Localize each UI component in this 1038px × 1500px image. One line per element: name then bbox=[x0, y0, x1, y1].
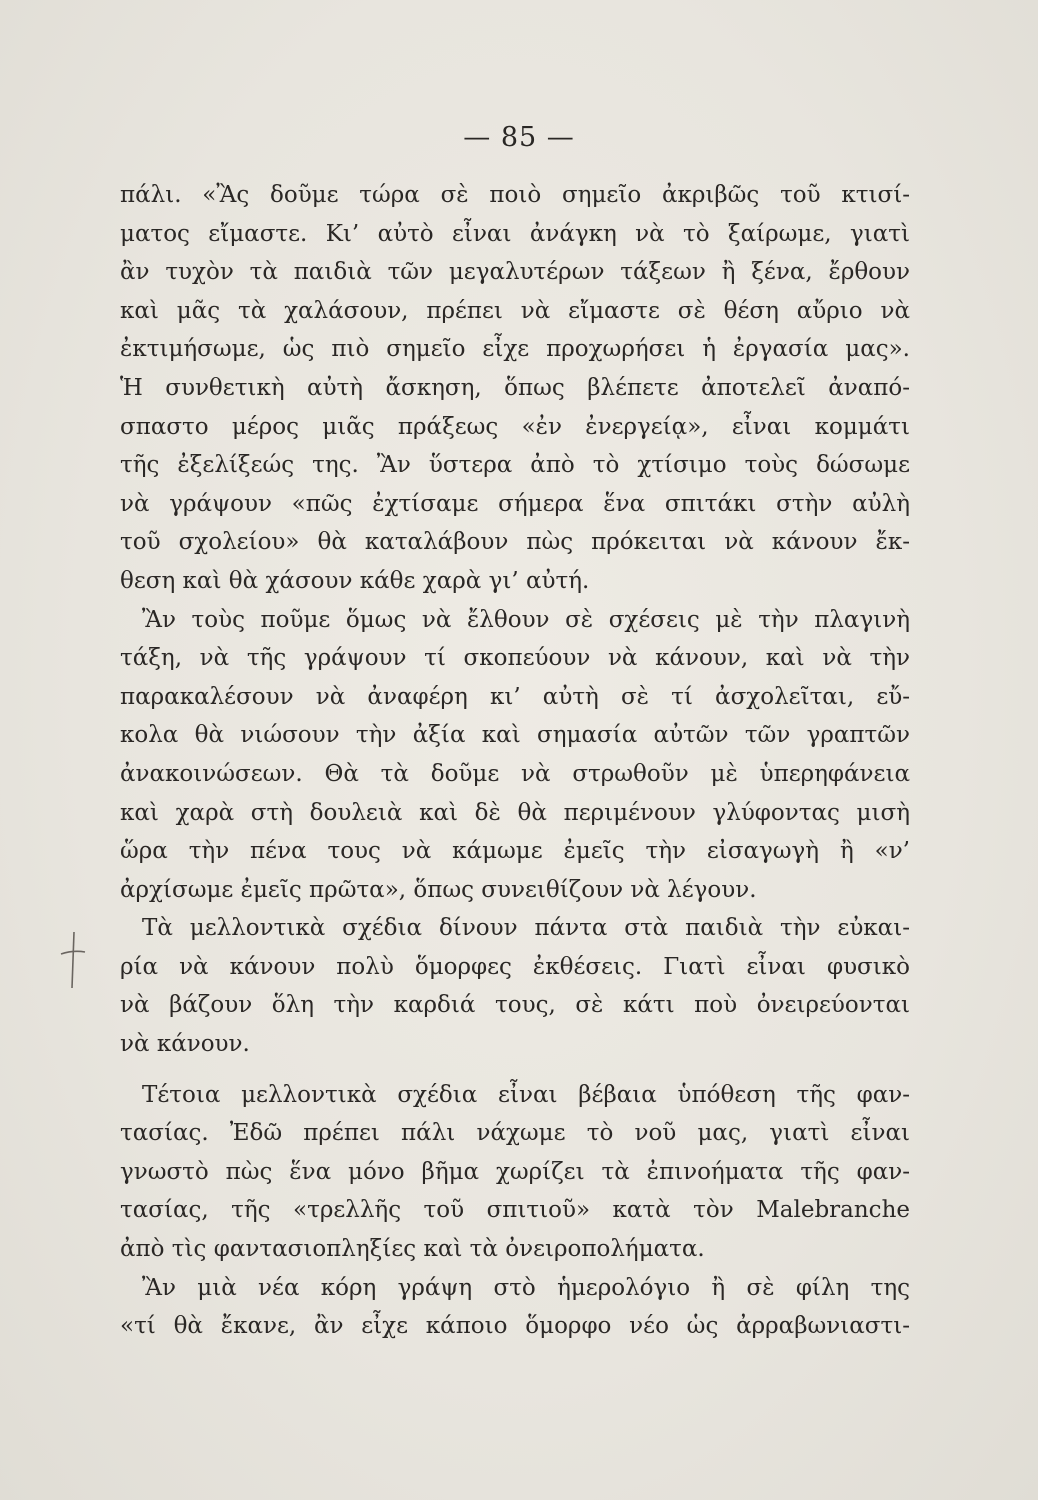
text-line: τασίας, τῆς «τρελλῆς τοῦ σπιτιοῦ» κατὰ τὸν Malebranche bbox=[120, 1197, 910, 1224]
text-line: ἀπὸ τὶς φαντασιοπληξίες καὶ τὰ ὀνειροπολήματα. bbox=[120, 1236, 705, 1263]
text-line: ὥρα τὴν πένα τους νὰ κάμωμε ἐμεῖς τὴν εἰσαγωγὴ ἢ «ν’ bbox=[120, 838, 910, 865]
text-line: ἐκτιμήσωμε, ὡς πιὸ σημεῖο εἶχε προχωρήσει ἡ ἐργασία μας». bbox=[120, 336, 910, 363]
text-line: Ἂν τοὺς ποῦμε ὅμως νὰ ἔλθουν σὲ σχέσεις μὲ τὴν πλαγινὴ bbox=[142, 606, 910, 633]
text-line: παρακαλέσουν νὰ ἀναφέρη κι’ αὐτὴ σὲ τί ἀσχολεῖται, εὔ- bbox=[120, 683, 910, 710]
text-line: Τέτοια μελλοντικὰ σχέδια εἶναι βέβαια ὑπόθεση τῆς φαν- bbox=[142, 1081, 910, 1108]
text-line: ἂν τυχὸν τὰ παιδιὰ τῶν μεγαλυτέρων τάξεων ἢ ξένα, ἔρθουν bbox=[120, 259, 910, 286]
body-text bbox=[120, 176, 910, 1346]
text-line: νὰ γράψουν «πῶς ἐχτίσαμε σήμερα ἕνα σπιτάκι στὴν αὐλὴ bbox=[120, 490, 910, 517]
text-line: Ἂν μιὰ νέα κόρη γράψη στὸ ἡμερολόγιο ἢ σὲ φίλη της bbox=[142, 1274, 910, 1301]
text-line: τάξη, νὰ τῆς γράψουν τί σκοπεύουν νὰ κάνουν, καὶ νὰ τὴν bbox=[120, 645, 910, 672]
text-line: καὶ χαρὰ στὴ δουλειὰ καὶ δὲ θὰ περιμένουν γλύφοντας μισὴ bbox=[120, 799, 910, 826]
margin-cross-mark bbox=[58, 930, 88, 990]
text-line: ἀρχίσωμε ἐμεῖς πρῶτα», ὅπως συνειθίζουν νὰ λέγουν. bbox=[120, 876, 757, 903]
text-line: Ἡ συνθετικὴ αὐτὴ ἄσκηση, ὅπως βλέπετε ἀποτελεῖ ἀναπό- bbox=[120, 374, 910, 401]
text-line: πάλι. «Ἂς δοῦμε τώρα σὲ ποιὸ σημεῖο ἀκριβῶς τοῦ κτισί- bbox=[120, 182, 910, 208]
text-line: ρία νὰ κάνουν πολὺ ὅμορφες ἐκθέσεις. Γιατὶ εἶναι φυσικὸ bbox=[120, 953, 910, 980]
paragraph-spacer bbox=[120, 1064, 910, 1076]
page-number: — 85 — bbox=[463, 122, 575, 153]
text-line: κολα θὰ νιώσουν τὴν ἀξία καὶ σημασία αὐτῶν τῶν γραπτῶν bbox=[120, 722, 910, 749]
text-line: «τί θὰ ἔκανε, ἂν εἶχε κάποιο ὅμορφο νέο ὡς ἀρραβωνιαστι- bbox=[120, 1313, 910, 1340]
text-line: τασίας. Ἐδῶ πρέπει πάλι νάχωμε τὸ νοῦ μας, γιατὶ εἶναι bbox=[120, 1120, 910, 1147]
text-line: νὰ βάζουν ὅλη τὴν καρδιά τους, σὲ κάτι ποὺ ὀνειρεύονται bbox=[120, 992, 910, 1019]
text-line: καὶ μᾶς τὰ χαλάσουν, πρέπει νὰ εἴμαστε σὲ θέση αὔριο νὰ bbox=[120, 297, 910, 324]
text-line: ματος εἴμαστε. Κι’ αὐτὸ εἶναι ἀνάγκη νὰ τὸ ξαίρωμε, γιατὶ bbox=[120, 220, 910, 247]
text-line: ἀνακοινώσεων. Θὰ τὰ δοῦμε νὰ στρωθοῦν μὲ ὑπερηφάνεια bbox=[120, 760, 910, 787]
text-line: τῆς ἐξελίξεώς της. Ἂν ὕστερα ἀπὸ τὸ χτίσιμο τοὺς δώσωμε bbox=[120, 452, 910, 479]
text-line: Τὰ μελλοντικὰ σχέδια δίνουν πάντα στὰ παιδιὰ τὴν εὐκαι- bbox=[142, 915, 910, 942]
text-line: νὰ κάνουν. bbox=[120, 1031, 250, 1058]
text-line: γνωστὸ πὼς ἕνα μόνο βῆμα χωρίζει τὰ ἐπινοήματα τῆς φαν- bbox=[120, 1158, 910, 1185]
text-line: τοῦ σχολείου» θὰ καταλάβουν πὼς πρόκειται νὰ κάνουν ἔκ- bbox=[120, 529, 910, 556]
text-line: θεση καὶ θὰ χάσουν κάθε χαρὰ γι’ αὐτή. bbox=[120, 567, 590, 594]
text-line: σπαστο μέρος μιᾶς πράξεως «ἐν ἐνεργείᾳ», εἶναι κομμάτι bbox=[120, 413, 910, 440]
